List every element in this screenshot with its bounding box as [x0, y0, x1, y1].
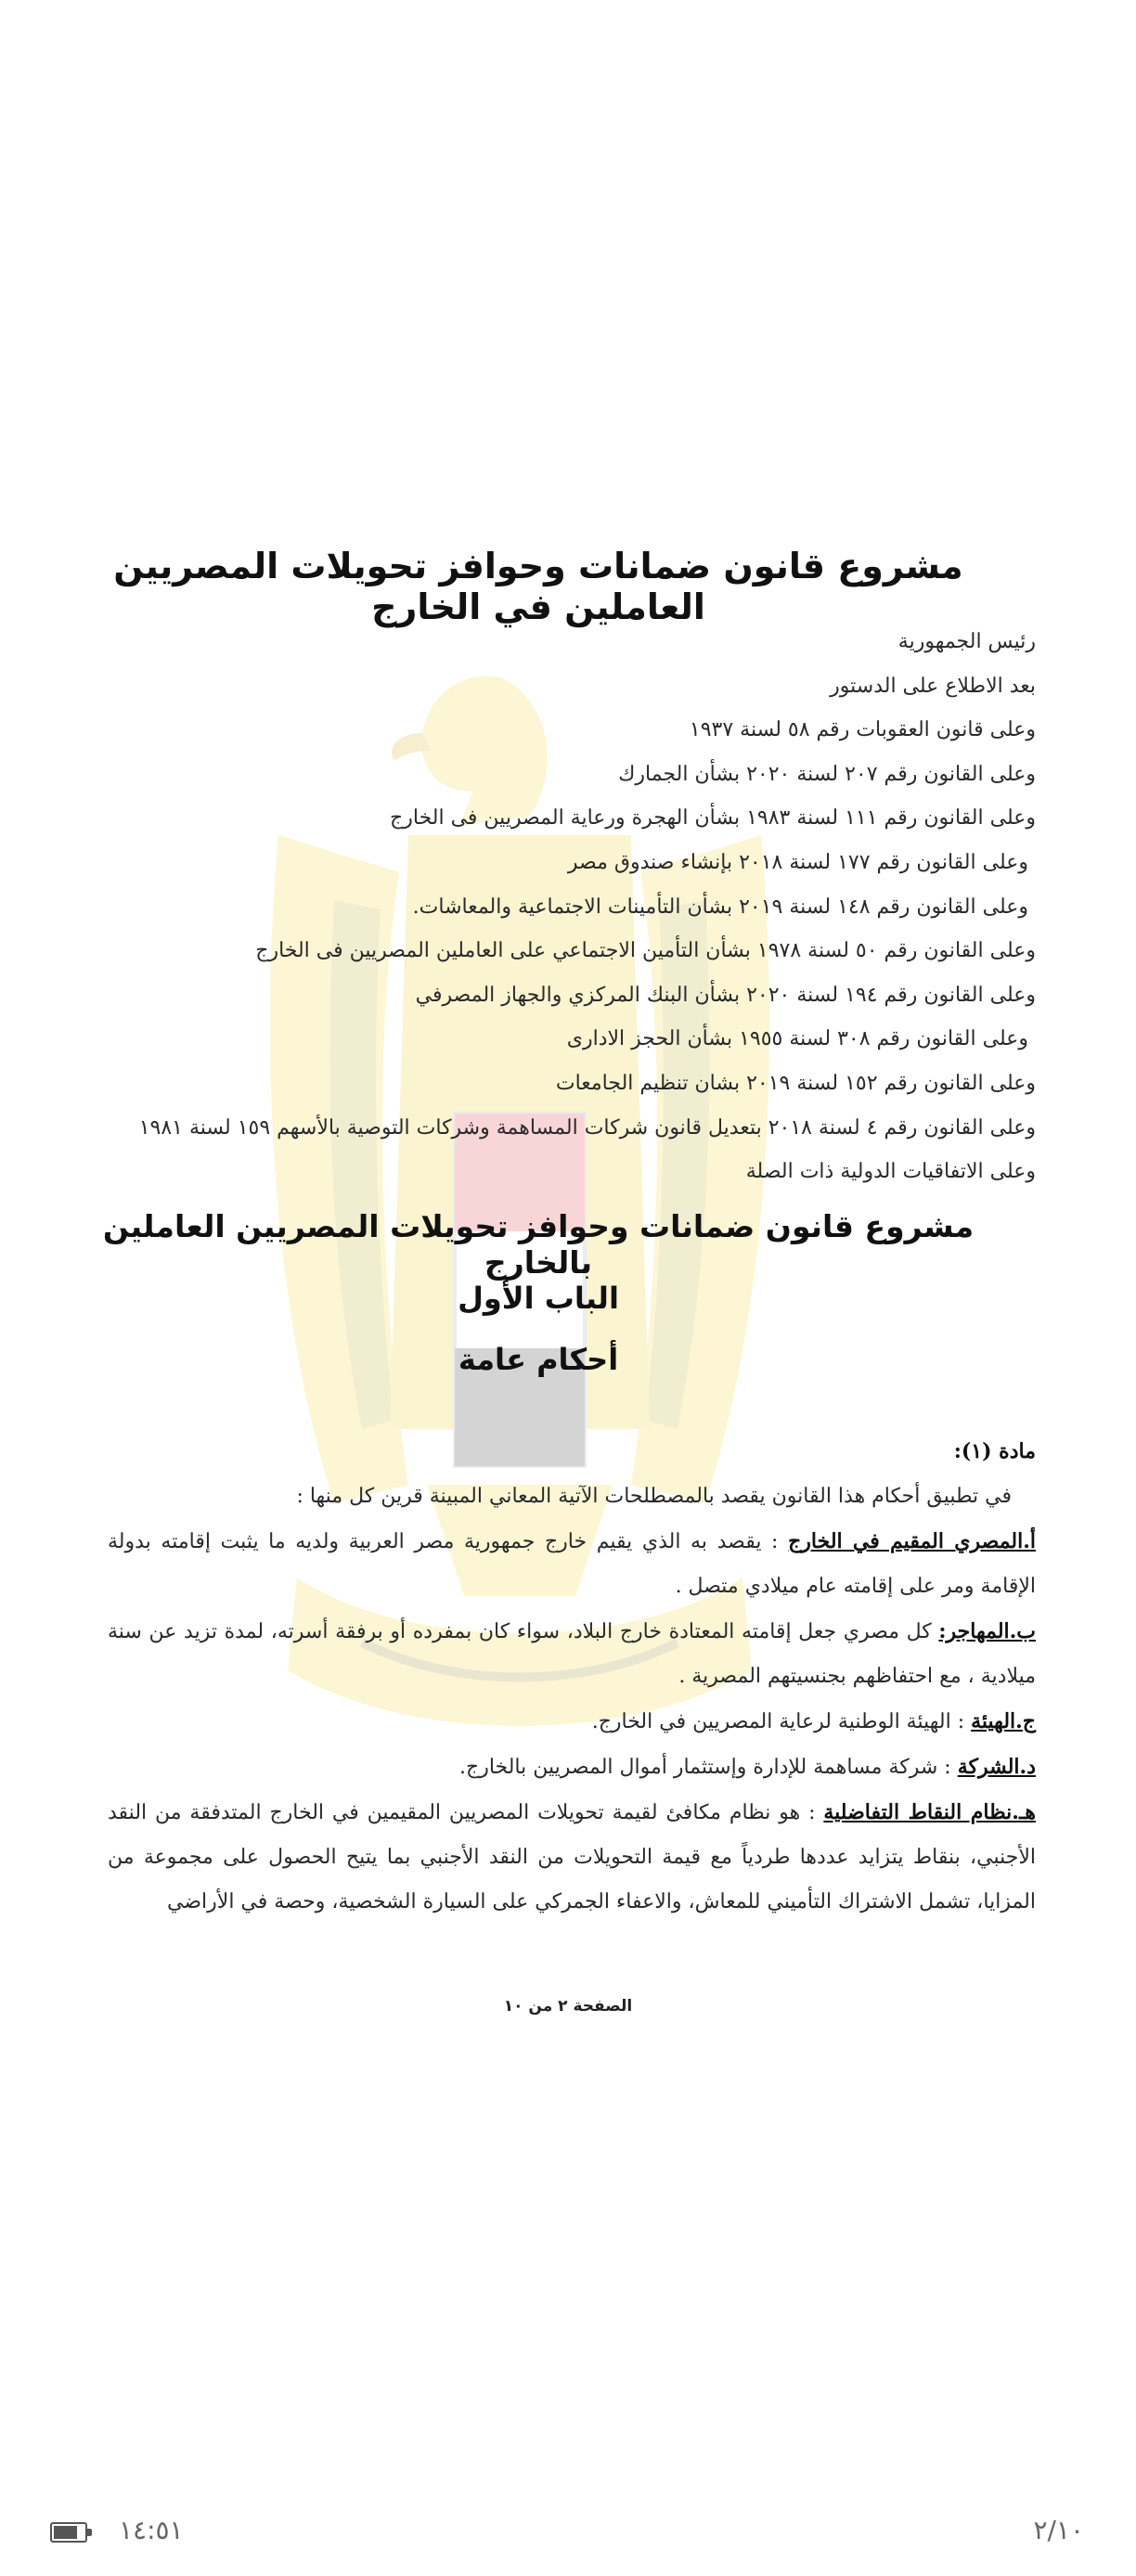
chapter-heading: الباب الأول	[458, 1281, 619, 1316]
definition-text: كل مصري جعل إقامته المعتادة خارج البلاد، سواء كان بمفرده أو برفقة أسرته، لمدة تزيد عن سنة ميلادية ، مع احتفاظهم بجنسيتهم المصرية .	[108, 1620, 1036, 1688]
preamble-line: وعلى القانون رقم ١٧٧ لسنة ٢٠١٨ بإنشاء صندوق مصر	[567, 850, 1028, 874]
page-footer: الصفحة ٢ من ١٠	[503, 1997, 633, 2016]
definition-a	[108, 1519, 1036, 1609]
preamble-line: وعلى القانون رقم ١١١ لسنة ١٩٨٣ بشأن الهجرة ورعاية المصريين فى الخارج	[390, 806, 1036, 831]
document-title: مشروع قانون ضمانات وحوافز تحويلات المصريين العاملين في الخارج	[113, 546, 963, 627]
definition-text: : يقصد به الذي يقيم خارج جمهورية مصر العربية ولديه ما يثبت إقامته بدولة الإقامة ومر على إقامته عام ميلادي متصل .	[108, 1530, 1036, 1598]
law-heading: مشروع قانون ضمانات وحوافز تحويلات المصريين العاملين بالخارج	[102, 1208, 975, 1281]
definition-text: : الهيئة الوطنية لرعاية المصريين في الخارج.	[591, 1710, 965, 1733]
definition-term: ب.المهاجر:	[938, 1619, 1036, 1643]
battery-icon	[50, 2522, 87, 2543]
preamble-line: رئيس الجمهورية	[897, 630, 1036, 653]
preamble-line: وعلى القانون رقم ٤ لسنة ٢٠١٨ بتعديل قانون شركات المساهمة وشركات التوصية بالأسهم ١٥٩ لسنة ١٩٨١	[138, 1115, 1036, 1140]
definition-d	[108, 1745, 1036, 1790]
preamble-line: وعلى القانون رقم ١٩٤ لسنة ٢٠٢٠ بشأن البنك المركزي والجهاز المصرفي	[415, 983, 1036, 1007]
battery-level	[54, 2526, 77, 2539]
article-body	[108, 1429, 1036, 1925]
preamble-line: وعلى الاتفاقيات الدولية ذات الصلة	[745, 1160, 1036, 1184]
preamble-line: وعلى القانون رقم ١٤٨ لسنة ٢٠١٩ بشأن التأمينات الاجتماعية والمعاشات.	[412, 895, 1028, 919]
definition-text: : هو نظام مكافئ لقيمة تحويلات المصريين المقيمين في الخارج المتدفقة من النقد الأجنبي، بنقاط يتزايد عددها طردياً مع قيمة التحويلات من النقد الأجنبي بما يتيح الحصول على مجموعة من المزايا، تشمل الاشتراك التأميني للمعاش، والاعفاء الجمركي على السيارة الشخصية، وحصة في الأراضي	[108, 1801, 1036, 1913]
preamble	[89, 620, 1036, 1194]
preamble-line: وعلى القانون رقم ٥٠ لسنة ١٩٧٨ بشأن التأمين الاجتماعي على العاملين المصريين فى الخارج	[255, 939, 1036, 963]
preamble-line: وعلى القانون رقم ١٥٢ لسنة ٢٠١٩ بشان تنظيم الجامعات	[555, 1071, 1036, 1095]
preamble-line: بعد الاطلاع على الدستور	[830, 674, 1036, 698]
preamble-line: وعلى القانون رقم ٢٠٧ لسنة ٢٠٢٠ بشأن الجمارك	[618, 762, 1036, 786]
clock: ١٤:٥١	[119, 2515, 184, 2545]
definition-b	[108, 1609, 1036, 1699]
definition-term: هـ.نظام النقاط التفاضلية	[823, 1800, 1036, 1824]
article-intro: في تطبيق أحكام هذا القانون يقصد بالمصطلحات الآتية المعاني المبينة قرين كل منها :	[296, 1485, 1012, 1508]
chapter-title: أحكام عامة	[458, 1342, 619, 1377]
definition-term: د.الشركة	[957, 1755, 1036, 1779]
definition-term: ج.الهيئة	[971, 1709, 1036, 1733]
definition-text: : شركة مساهمة للإدارة وإستثمار أموال المصريين بالخارج.	[459, 1756, 951, 1779]
definition-term: أ.المصري المقيم في الخارج	[788, 1529, 1036, 1553]
definition-c	[108, 1699, 1036, 1745]
preamble-line: وعلى قانون العقوبات رقم ٥٨ لسنة ١٩٣٧	[689, 718, 1036, 742]
article-label: مادة (١):	[953, 1439, 1036, 1463]
status-bar	[0, 2505, 1136, 2561]
preamble-line: وعلى القانون رقم ٣٠٨ لسنة ١٩٥٥ بشأن الحجز الادارى	[566, 1027, 1028, 1051]
page-indicator[interactable]: ٢/١٠	[1033, 2515, 1084, 2545]
definition-e	[108, 1790, 1036, 1925]
